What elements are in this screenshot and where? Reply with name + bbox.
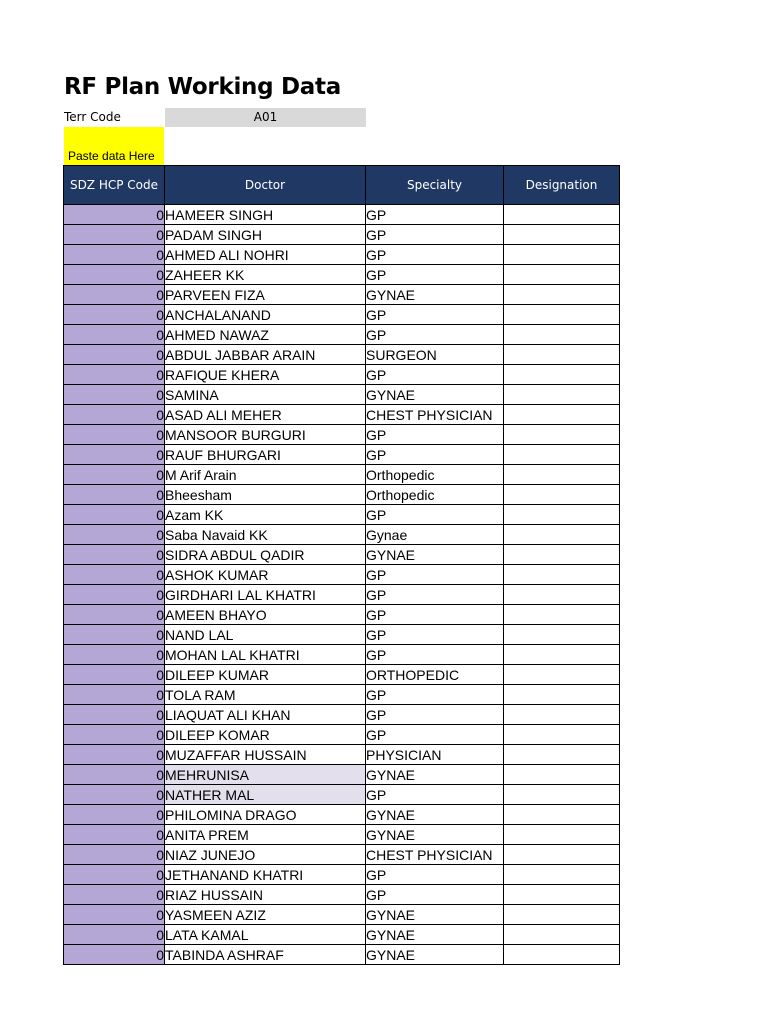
designation-cell[interactable] [504, 645, 620, 665]
table-row [64, 685, 620, 705]
designation-cell[interactable] [504, 905, 620, 925]
table-row [64, 605, 620, 625]
specialty-cell[interactable]: GYNAE [366, 925, 504, 945]
designation-cell[interactable] [504, 445, 620, 465]
hcp-code-cell[interactable]: 0 [64, 285, 165, 305]
col-header-sdz-hcp-code[interactable]: SDZ HCP Code [64, 166, 165, 205]
table-row [64, 525, 620, 545]
designation-cell[interactable] [504, 945, 620, 965]
designation-cell[interactable] [504, 605, 620, 625]
hcp-code-cell[interactable]: 0 [64, 205, 165, 225]
specialty-cell[interactable]: Gynae [366, 525, 504, 545]
table-row [64, 225, 620, 245]
specialty-cell[interactable]: GP [366, 705, 504, 725]
hcp-code-cell[interactable]: 0 [64, 505, 165, 525]
table-row [64, 845, 620, 865]
specialty-cell[interactable]: GP [366, 865, 504, 885]
designation-cell[interactable] [504, 925, 620, 945]
specialty-cell[interactable]: GP [366, 365, 504, 385]
table-row [64, 865, 620, 885]
hcp-code-cell[interactable]: 0 [64, 745, 165, 765]
table-row [64, 625, 620, 645]
designation-cell[interactable] [504, 305, 620, 325]
table-row [64, 705, 620, 725]
hcp-code-cell[interactable]: 0 [64, 725, 165, 745]
doctor-cell[interactable]: YASMEEN AZIZ [165, 905, 366, 925]
table-row [64, 645, 620, 665]
table-row [64, 445, 620, 465]
doctor-cell[interactable]: RAUF BHURGARI [165, 445, 366, 465]
designation-cell[interactable] [504, 205, 620, 225]
designation-cell[interactable] [504, 345, 620, 365]
specialty-cell[interactable]: ORTHOPEDIC [366, 665, 504, 685]
terr-code-value[interactable]: A01 [165, 108, 366, 127]
table-row [64, 385, 620, 405]
doctor-cell[interactable]: MUZAFFAR HUSSAIN [165, 745, 366, 765]
hcp-code-cell[interactable]: 0 [64, 585, 165, 605]
designation-cell[interactable] [504, 365, 620, 385]
hcp-code-cell[interactable]: 0 [64, 525, 165, 545]
specialty-cell[interactable]: GP [366, 445, 504, 465]
specialty-cell[interactable]: Orthopedic [366, 485, 504, 505]
designation-cell[interactable] [504, 845, 620, 865]
hcp-code-cell[interactable]: 0 [64, 665, 165, 685]
hcp-code-cell[interactable]: 0 [64, 485, 165, 505]
doctor-cell[interactable]: SIDRA ABDUL QADIR [165, 545, 366, 565]
designation-cell[interactable] [504, 745, 620, 765]
terr-code-label: Terr Code [64, 110, 121, 124]
hcp-code-cell[interactable]: 0 [64, 945, 165, 965]
doctor-cell[interactable]: MOHAN LAL KHATRI [165, 645, 366, 665]
doctor-cell[interactable]: DILEEP KOMAR [165, 725, 366, 745]
doctor-cell[interactable]: RIAZ HUSSAIN [165, 885, 366, 905]
doctor-cell[interactable]: NATHER MAL [165, 785, 366, 805]
specialty-cell[interactable]: GP [366, 325, 504, 345]
designation-cell[interactable] [504, 385, 620, 405]
specialty-cell[interactable]: GP [366, 505, 504, 525]
doctor-cell[interactable]: AHMED ALI NOHRI [165, 245, 366, 265]
designation-cell[interactable] [504, 625, 620, 645]
designation-cell[interactable] [504, 785, 620, 805]
specialty-cell[interactable]: GP [366, 605, 504, 625]
table-body [64, 205, 620, 965]
table-row [64, 925, 620, 945]
table-row [64, 945, 620, 965]
table-row [64, 365, 620, 385]
table-row [64, 345, 620, 365]
hcp-code-cell[interactable]: 0 [64, 605, 165, 625]
table-row [64, 665, 620, 685]
col-header-specialty[interactable]: Specialty [366, 166, 504, 205]
hcp-code-cell[interactable]: 0 [64, 625, 165, 645]
table-row [64, 505, 620, 525]
table-row [64, 885, 620, 905]
designation-cell[interactable] [504, 585, 620, 605]
hcp-code-cell[interactable]: 0 [64, 325, 165, 345]
paste-data-here-cell[interactable]: Paste data Here [64, 127, 164, 165]
designation-cell[interactable] [504, 725, 620, 745]
hcp-code-cell[interactable]: 0 [64, 545, 165, 565]
doctor-cell[interactable]: Saba Navaid KK [165, 525, 366, 545]
specialty-cell[interactable]: SURGEON [366, 345, 504, 365]
specialty-cell[interactable]: GP [366, 625, 504, 645]
doctor-cell[interactable]: Bheesham [165, 485, 366, 505]
doctor-cell[interactable]: MEHRUNISA [165, 765, 366, 785]
doctor-cell[interactable]: TABINDA ASHRAF [165, 945, 366, 965]
specialty-cell[interactable]: GP [366, 785, 504, 805]
specialty-cell[interactable]: GYNAE [366, 825, 504, 845]
designation-cell[interactable] [504, 285, 620, 305]
doctor-cell[interactable]: M Arif Arain [165, 465, 366, 485]
hcp-code-cell[interactable]: 0 [64, 245, 165, 265]
table-row [64, 805, 620, 825]
hcp-code-cell[interactable]: 0 [64, 885, 165, 905]
doctor-cell[interactable]: ANITA PREM [165, 825, 366, 845]
hcp-code-cell[interactable]: 0 [64, 265, 165, 285]
doctor-cell[interactable]: ASHOK KUMAR [165, 565, 366, 585]
specialty-cell[interactable]: GYNAE [366, 765, 504, 785]
specialty-cell[interactable]: GP [366, 305, 504, 325]
specialty-cell[interactable]: GYNAE [366, 285, 504, 305]
doctor-cell[interactable]: ZAHEER KK [165, 265, 366, 285]
specialty-cell[interactable]: CHEST PHYSICIAN [366, 405, 504, 425]
designation-cell[interactable] [504, 685, 620, 705]
doctor-cell[interactable]: SAMINA [165, 385, 366, 405]
doctor-cell[interactable]: AMEEN BHAYO [165, 605, 366, 625]
col-header-designation[interactable]: Designation [504, 166, 620, 205]
doctor-cell[interactable]: TOLA RAM [165, 685, 366, 705]
table-row [64, 245, 620, 265]
designation-cell[interactable] [504, 765, 620, 785]
table-row [64, 545, 620, 565]
hcp-code-cell[interactable]: 0 [64, 565, 165, 585]
table-row [64, 285, 620, 305]
designation-cell[interactable] [504, 545, 620, 565]
doctor-cell[interactable]: NAND LAL [165, 625, 366, 645]
hcp-code-cell[interactable]: 0 [64, 425, 165, 445]
doctor-cell[interactable]: DILEEP KUMAR [165, 665, 366, 685]
designation-cell[interactable] [504, 225, 620, 245]
designation-cell[interactable] [504, 265, 620, 285]
table-row [64, 405, 620, 425]
table-row [64, 565, 620, 585]
hcp-code-cell[interactable]: 0 [64, 365, 165, 385]
table-header-row [64, 166, 620, 205]
designation-cell[interactable] [504, 465, 620, 485]
table-row [64, 265, 620, 285]
hcp-code-cell[interactable]: 0 [64, 645, 165, 665]
specialty-cell[interactable]: GP [366, 265, 504, 285]
designation-cell[interactable] [504, 825, 620, 845]
hcp-code-cell[interactable]: 0 [64, 865, 165, 885]
hcp-code-cell[interactable]: 0 [64, 405, 165, 425]
designation-cell[interactable] [504, 405, 620, 425]
designation-cell[interactable] [504, 565, 620, 585]
doctor-cell[interactable]: MANSOOR BURGURI [165, 425, 366, 445]
table-row [64, 465, 620, 485]
specialty-cell[interactable]: GP [366, 885, 504, 905]
designation-cell[interactable] [504, 865, 620, 885]
hcp-code-cell[interactable]: 0 [64, 785, 165, 805]
specialty-cell[interactable]: GYNAE [366, 945, 504, 965]
table-row [64, 785, 620, 805]
designation-cell[interactable] [504, 485, 620, 505]
hcp-code-cell[interactable]: 0 [64, 805, 165, 825]
specialty-cell[interactable]: GP [366, 685, 504, 705]
doctor-cell[interactable]: PARVEEN FIZA [165, 285, 366, 305]
specialty-cell[interactable]: PHYSICIAN [366, 745, 504, 765]
hcp-code-cell[interactable]: 0 [64, 465, 165, 485]
designation-cell[interactable] [504, 885, 620, 905]
doctor-cell[interactable]: HAMEER SINGH [165, 205, 366, 225]
doctor-cell[interactable]: PADAM SINGH [165, 225, 366, 245]
specialty-cell[interactable]: GYNAE [366, 385, 504, 405]
hcp-code-cell[interactable]: 0 [64, 685, 165, 705]
designation-cell[interactable] [504, 245, 620, 265]
doctor-cell[interactable]: LATA KAMAL [165, 925, 366, 945]
doctor-cell[interactable]: ABDUL JABBAR ARAIN [165, 345, 366, 365]
specialty-cell[interactable]: GP [366, 585, 504, 605]
table-row [64, 905, 620, 925]
specialty-cell[interactable]: GP [366, 245, 504, 265]
table-row [64, 325, 620, 345]
designation-cell[interactable] [504, 325, 620, 345]
specialty-cell[interactable]: CHEST PHYSICIAN [366, 845, 504, 865]
table-row [64, 825, 620, 845]
table-row [64, 585, 620, 605]
hcp-code-cell[interactable]: 0 [64, 845, 165, 865]
doctor-table [63, 165, 620, 965]
specialty-cell[interactable]: GP [366, 225, 504, 245]
table-row [64, 305, 620, 325]
doctor-cell[interactable]: JETHANAND KHATRI [165, 865, 366, 885]
doctor-cell[interactable]: LIAQUAT ALI KHAN [165, 705, 366, 725]
doctor-cell[interactable]: Azam KK [165, 505, 366, 525]
designation-cell[interactable] [504, 505, 620, 525]
hcp-code-cell[interactable]: 0 [64, 385, 165, 405]
doctor-cell[interactable]: PHILOMINA DRAGO [165, 805, 366, 825]
table-row [64, 485, 620, 505]
table-row [64, 205, 620, 225]
designation-cell[interactable] [504, 525, 620, 545]
doctor-cell[interactable]: GIRDHARI LAL KHATRI [165, 585, 366, 605]
hcp-code-cell[interactable]: 0 [64, 765, 165, 785]
table-row [64, 765, 620, 785]
hcp-code-cell[interactable]: 0 [64, 825, 165, 845]
specialty-cell[interactable]: GP [366, 425, 504, 445]
doctor-cell[interactable]: ANCHALANAND [165, 305, 366, 325]
designation-cell[interactable] [504, 805, 620, 825]
doctor-cell[interactable]: AHMED NAWAZ [165, 325, 366, 345]
designation-cell[interactable] [504, 705, 620, 725]
specialty-cell[interactable]: GP [366, 205, 504, 225]
specialty-cell[interactable]: GYNAE [366, 805, 504, 825]
specialty-cell[interactable]: GP [366, 565, 504, 585]
doctor-cell[interactable]: RAFIQUE KHERA [165, 365, 366, 385]
col-header-doctor[interactable]: Doctor [165, 166, 366, 205]
designation-cell[interactable] [504, 425, 620, 445]
table-row [64, 725, 620, 745]
specialty-cell[interactable]: Orthopedic [366, 465, 504, 485]
hcp-code-cell[interactable]: 0 [64, 705, 165, 725]
hcp-code-cell[interactable]: 0 [64, 905, 165, 925]
doctor-cell[interactable]: ASAD ALI MEHER [165, 405, 366, 425]
specialty-cell[interactable]: GP [366, 645, 504, 665]
page-title: RF Plan Working Data [64, 74, 341, 100]
hcp-code-cell[interactable]: 0 [64, 225, 165, 245]
designation-cell[interactable] [504, 665, 620, 685]
specialty-cell[interactable]: GP [366, 725, 504, 745]
doctor-cell[interactable]: NIAZ JUNEJO [165, 845, 366, 865]
hcp-code-cell[interactable]: 0 [64, 305, 165, 325]
hcp-code-cell[interactable]: 0 [64, 925, 165, 945]
hcp-code-cell[interactable]: 0 [64, 445, 165, 465]
table-row [64, 425, 620, 445]
specialty-cell[interactable]: GYNAE [366, 905, 504, 925]
hcp-code-cell[interactable]: 0 [64, 345, 165, 365]
table-row [64, 745, 620, 765]
specialty-cell[interactable]: GYNAE [366, 545, 504, 565]
